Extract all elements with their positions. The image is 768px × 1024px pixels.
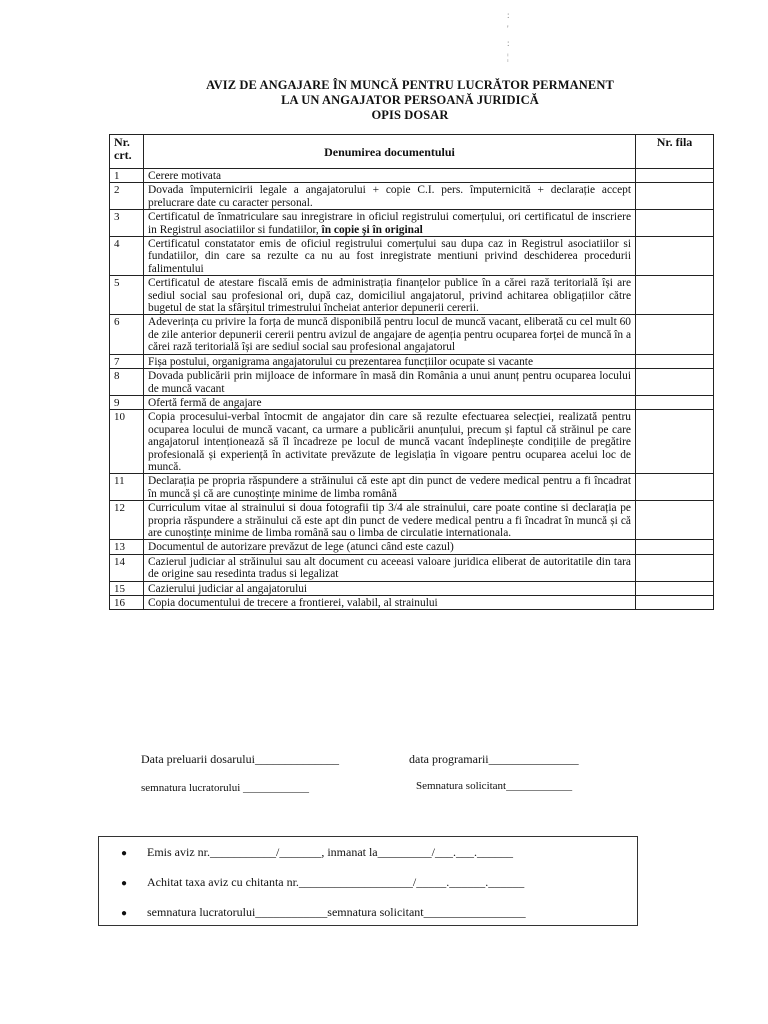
document-name-cell — [144, 183, 636, 210]
document-name-cell — [144, 474, 636, 501]
row-number: 8 — [110, 369, 144, 396]
table-row — [110, 315, 714, 354]
document-name: Certificatul de atestare fiscală emis de administrația finanțelor publice în a cărei rază teritorială își are sediul social sau profesional ori, după caz, domiciliul angajatorul, privind achitarea obligațiilor către bugetul de stat la sfârșitul trimestrului încheiat anterior depunerii cererii. — [148, 277, 631, 315]
document-name-cell — [144, 169, 636, 183]
page-count-cell — [636, 501, 714, 540]
column-header-denumire: Denumirea documentului — [144, 135, 636, 169]
document-name: Copia procesului-verbal întocmit de angajator din care să rezulte efectuarea selecției, realizată pentru ocuparea locului de muncă vacant, ca urmare a publicării anunțului, precum și faptul că străinul pe care angajatorul intenționează să îl încadreze pe locul de muncă vacant îndeplinește condițiile de pregătire profesională și experiență în activitate prevăzute de legislația în vigoare pentru ocuparea acelui loc de muncă. — [148, 411, 631, 473]
table-row — [110, 183, 714, 210]
document-name-cell — [144, 369, 636, 396]
page-count-cell — [636, 354, 714, 368]
page-count-cell — [636, 395, 714, 409]
document-name: Declarația pe propria răspundere a străinului că este apt din punct de vedere medical pentru a fi încadrat în muncă și că are cunoștințe minime de limba română — [148, 475, 631, 500]
table-row — [110, 554, 714, 581]
column-header-fila: Nr. fila — [636, 135, 714, 169]
page-count-cell — [636, 169, 714, 183]
semnatura-solicitant-field: Semnatura solicitant____________ — [416, 780, 573, 792]
page-count-cell — [636, 276, 714, 315]
document-name-cell — [144, 540, 636, 554]
page-count-cell — [636, 369, 714, 396]
document-name: Dovada publicării prin mijloace de informare în masă din România a unui anunț pentru ocuparea locului de muncă vacant — [148, 370, 631, 395]
page-count-cell — [636, 410, 714, 474]
data-programarii-field: data programarii_______________ — [409, 752, 579, 766]
table-row — [110, 354, 714, 368]
row-number: 15 — [110, 581, 144, 595]
document-name: Cazierul judiciar al străinului sau alt document cu aceeasi valoare juridica eliberat de autoritatile din tara de origine sau resedinta tradus si legalizat — [148, 555, 631, 581]
document-name: Curriculum vitae al strainului si doua fotografii tip 3/4 ale strainului, care poate contine si declarația pe propria răspundere a străinului că este apt din punct de vedere medical pentru a fi încadrat în muncă și că are cunoștințe minime de limba română sau o limba de circulatie internationala. — [148, 502, 631, 539]
table-row — [110, 501, 714, 540]
document-name: Dovada împuternicirii legale a angajatorului + copie C.I. pers. împuternicită + declarație accept prelucrare date cu caracter personal. — [148, 184, 631, 209]
row-number: 7 — [110, 354, 144, 368]
document-name-cell — [144, 395, 636, 409]
row-number: 13 — [110, 540, 144, 554]
row-number: 6 — [110, 315, 144, 354]
table-row — [110, 237, 714, 276]
row-number: 14 — [110, 554, 144, 581]
document-name-cell — [144, 501, 636, 540]
row-number: 9 — [110, 395, 144, 409]
table-row — [110, 474, 714, 501]
semnaturi-line: semnatura lucratorului____________semnatura solicitant_________________ — [147, 905, 526, 919]
document-name-cell — [144, 410, 636, 474]
table-row — [110, 276, 714, 315]
document-name-cell — [144, 596, 636, 610]
table-row — [110, 540, 714, 554]
table-row — [110, 581, 714, 595]
document-title-line-3: OPIS DOSAR — [371, 108, 449, 122]
document-name: Ofertă fermă de angajare — [148, 396, 262, 409]
document-title-line-1: AVIZ DE ANGAJARE ÎN MUNCĂ PENTRU LUCRĂTOR PERMANENT — [206, 78, 614, 92]
page-count-cell — [636, 210, 714, 237]
document-name: Cazierului judiciar al angajatorului — [148, 582, 308, 595]
list-item — [121, 875, 524, 890]
page-count-cell — [636, 554, 714, 581]
row-number: 1 — [110, 169, 144, 183]
page-count-cell — [636, 315, 714, 354]
semnatura-lucratorului-field: semnatura lucratorului ____________ — [141, 782, 310, 794]
document-checklist-table — [109, 134, 714, 610]
page-count-cell — [636, 474, 714, 501]
document-name-cell — [144, 276, 636, 315]
document-name: Cerere motivata — [148, 170, 222, 182]
row-number: 12 — [110, 501, 144, 540]
document-name: Certificatul constatator emis de oficiul registrului comerțului sau dupa caz in Registrul asociatiilor si fundatiilor, din care sa rezulte ca nu au fost inregistrate mentiuni privind deschiderea procedurii falimentului — [148, 238, 631, 275]
document-name-cell — [144, 581, 636, 595]
row-number: 2 — [110, 183, 144, 210]
document-name-cell — [144, 210, 636, 237]
table-row — [110, 596, 714, 610]
row-number: 10 — [110, 410, 144, 474]
document-name: Certificatul de înmatriculare sau inregistrare in oficiul registrului comerțului, ori certificatul de inscriere in Registrul asociatiilor si fundatiilor, — [148, 211, 631, 236]
bullet-icon: ● — [121, 848, 128, 859]
document-name-cell — [144, 554, 636, 581]
bullet-icon: ● — [121, 878, 128, 889]
page-count-cell — [636, 581, 714, 595]
table-row — [110, 210, 714, 237]
table-row — [110, 369, 714, 396]
row-number: 11 — [110, 474, 144, 501]
row-number: 4 — [110, 237, 144, 276]
table-row — [110, 410, 714, 474]
table-row — [110, 169, 714, 183]
column-header-nr: Nr. crt. — [110, 135, 144, 169]
page-count-cell — [636, 540, 714, 554]
official-use-box — [98, 836, 638, 926]
document-name: Adeverința cu privire la forța de muncă disponibilă pentru locul de muncă vacant, eliberată cu cel mult 60 de zile anterior depunerii cererii pentru avizul de angajare de agenția pentru ocuparea forței de muncă în a cărei rază teritorială își are sediul social sau profesional angajatorul — [148, 316, 631, 354]
page-count-cell — [636, 596, 714, 610]
table-row — [110, 395, 714, 409]
emis-aviz-line: Emis aviz nr.___________/_______, inmanat la_________/___.___.______ — [147, 845, 513, 859]
row-number: 5 — [110, 276, 144, 315]
document-title-line-2: LA UN ANGAJATOR PERSOANĂ JURIDICĂ — [281, 93, 539, 107]
data-preluarii-field: Data preluarii dosarului______________ — [141, 752, 339, 766]
document-name-cell — [144, 237, 636, 276]
row-number: 3 — [110, 210, 144, 237]
list-item — [121, 905, 526, 920]
page-count-cell — [636, 237, 714, 276]
bullet-icon: ● — [121, 908, 128, 919]
document-name-cell — [144, 315, 636, 354]
list-item — [121, 845, 513, 860]
document-name-emphasis: în copie şi în original — [318, 223, 423, 236]
achitat-taxa-line: Achitat taxa aviz cu chitanta nr.___________________/_____.______.______ — [147, 875, 525, 889]
document-name-cell — [144, 354, 636, 368]
table-body — [110, 169, 714, 610]
page-count-cell — [636, 183, 714, 210]
scan-artifacts: : ' : ¦ — [507, 10, 510, 62]
document-name: Fișa postului, organigrama angajatorului cu prezentarea funcțiilor ocupate si vacante — [148, 355, 534, 368]
document-name: Documentul de autorizare prevăzut de lege (atunci când este cazul) — [148, 541, 454, 554]
row-number: 16 — [110, 596, 144, 610]
document-name: Copia documentului de trecere a frontierei, valabil, al strainului — [148, 597, 438, 609]
